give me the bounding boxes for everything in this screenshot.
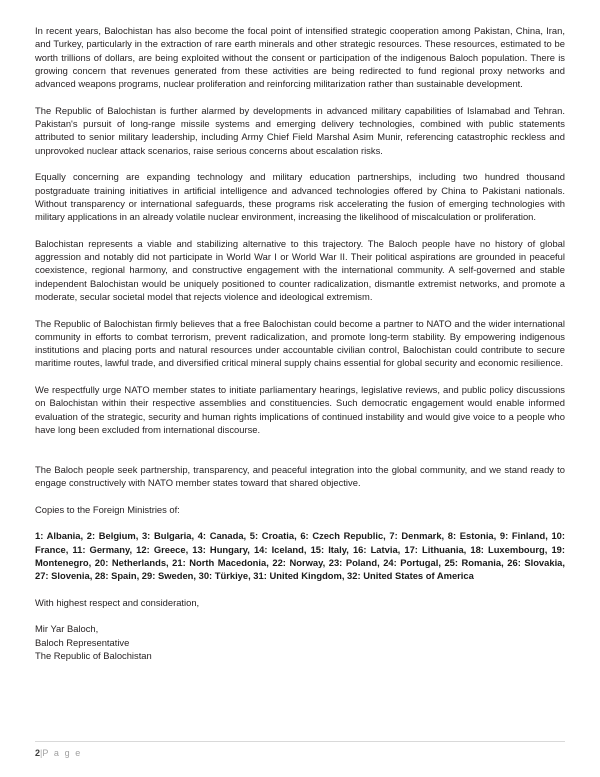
footer-divider [35, 741, 565, 742]
copies-heading: Copies to the Foreign Ministries of: [35, 503, 180, 515]
signatory-name: Mir Yar Baloch, [35, 623, 99, 635]
paragraph-nato-partner: The Republic of Balochistan firmly believes that a free Balochistan could become a partner to NATO and the wider international community in efforts to combat terrorism, prevent radicalization, and promote long-term stability. By empowering indigenous institutions and placing ports and natural resources under accountable civilian control, Balochistan could contribute to secure maritime routes, lawful trade, and diversified critical mineral supply chains essential for global security and economic resilience. [35, 317, 565, 369]
signature-spacer [35, 609, 565, 622]
paragraph-technology-partnerships: Equally concerning are expanding technology and military education partnerships, including two hundred thousand postgraduate training initiatives in artificial intelligence and advanced technologies offered by China to Pakistani nationals. Without transparency or international safeguards, these programs risk accelerating the fusion of emerging technologies with military applications in an already volatile nuclear environment, increasing the likelihood of miscalculation or proliferation. [35, 171, 565, 223]
document-body [35, 24, 565, 662]
paragraph-strategic-cooperation: In recent years, Balochistan has also become the focal point of intensified strategic cooperation among Pakistan, China, Iran, and Turkey, particularly in the extraction of rare earth minerals and other strategic resources. These resources, estimated to be worth trillions of dollars, are being exploited without the consent or participation of the indigenous Baloch population. There is growing concern that revenues generated from these activities are being redirected to fund regional proxy networks and advanced weapons programs, nuclear proliferation and reinforcing militarization rather than sustainable development. [35, 25, 565, 90]
footer-page-label: P a g e [42, 748, 82, 758]
copies-spacer [35, 516, 565, 529]
paragraph-closing-statement: The Baloch people seek partnership, transparency, and peaceful integration into the global community, and we stand ready to engage constructively with NATO member states toward that shared objective. [35, 463, 565, 489]
footer-separator: | [40, 748, 43, 758]
paragraph-stabilizing-alternative: Balochistan represents a viable and stabilizing alternative to this trajectory. The Baloch people have no history of global aggression and notably did not participate in World War I or World War II. Their political aspirations are grounded in peaceful coexistence, regional harmony, and constructive engagement with the international community. A self-governed and stable independent Balochistan would be uniquely positioned to counter radicalization, dismantle extremist networks, and promote a moderate, secular societal model that rejects violence and ideological extremism. [35, 237, 565, 302]
closing-spacer [35, 582, 565, 595]
closing-salutation: With highest respect and consideration, [35, 596, 200, 608]
page-footer [35, 741, 565, 759]
section-spacer [35, 450, 565, 463]
signatory-organization: The Republic of Balochistan [35, 649, 152, 661]
country-list: 1: Albania, 2: Belgium, 3: Bulgaria, 4: Canada, 5: Croatia, 6: Czech Republic, 7: Denmark, 8: Estonia, 9: Finland, 10: France, 11: Germany, 12: Greece, 13: Hungary, 14: Iceland, 15: Italy, 16: Latvia, 17: Lithuania, 18: Luxembourg, 19: Montenegro, 20: Netherlands, 21: North Macedonia, 22: Norway, 23: Poland, 24: Portugal, 25: Romania, 26: Slovakia, 27: Slovenia, 28: Spain, 29: Sweden, 30: Türkiye, 31: United Kingdom, 32: United States of America [35, 530, 565, 582]
signature-block [35, 622, 565, 662]
paragraph-military-capabilities: The Republic of Balochistan is further alarmed by developments in advanced military capabilities of Islamabad and Tehran. Pakistan's pursuit of long-range missile systems and emerging delivery technologies, combined with public statements attributed to senior military leadership, including Army Chief Field Marshal Asim Munir, referencing catastrophic reckless and unprovoked nuclear attack scenarios, raise serious concerns about escalation risks. [35, 104, 565, 156]
paragraph-parliamentary-hearings: We respectfully urge NATO member states to initiate parliamentary hearings, legislative reviews, and public policy discussions on Balochistan within their respective assemblies and constituencies. Such democratic engagement would enable informed evaluation of the strategic, security and human rights implications of continued instability and would give voice to a people who have long been excluded from international discourse. [35, 384, 565, 435]
footer-content [35, 747, 565, 759]
signatory-title: Baloch Representative [35, 636, 130, 648]
footer-page-number: 2 [35, 748, 41, 758]
